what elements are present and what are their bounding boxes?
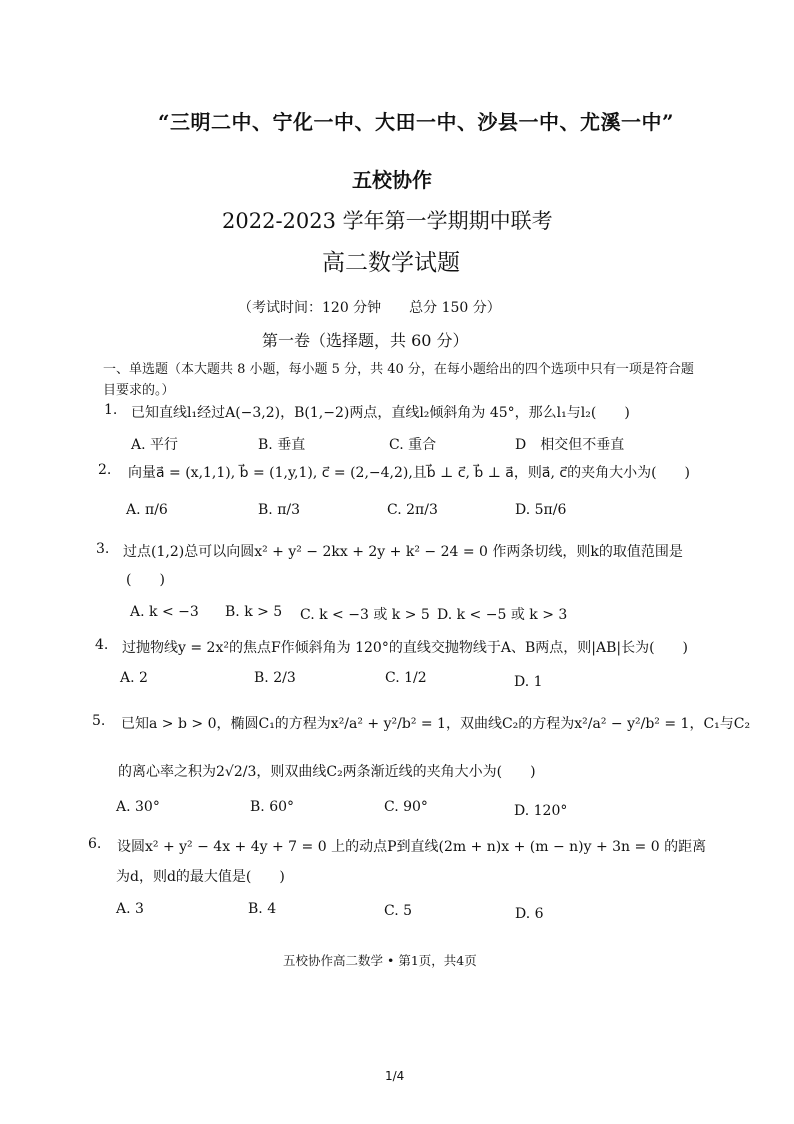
question-text-cont: ( ) (126, 572, 165, 588)
option-c: C. 5 (384, 903, 413, 919)
question-text: 过抛物线y = 2x²的焦点F作倾斜角为 120°的直线交抛物线于A、B两点，则|AB|长为( ) (122, 640, 688, 656)
question-text-cont: 的离心率之积为2√2/3，则双曲线C₂两条渐近线的夹角大小为( ) (118, 764, 536, 780)
question-text-cont: 为d，则d的最大值是( ) (116, 869, 285, 885)
option-d: D. 120° (514, 803, 568, 819)
question-number: 6. (88, 836, 102, 852)
question-text: 已知a > b > 0，椭圆C₁的方程为x²/a² + y²/b² = 1，双曲线C₂的方程为x²/a² − y²/b² = 1，C₁与C₂ (121, 716, 751, 732)
exam-title: 2022-2023 学年第一学期期中联考 (222, 209, 553, 233)
option-a: A. 2 (120, 670, 148, 686)
question-text: 已知直线l₁经过A(−3,2)，B(1,−2)两点，直线l₂倾斜角为 45°，那么l₁与l₂( ) (131, 405, 630, 421)
section-heading: 一、单选题（本大题共 8 小题，每小题 5 分，共 40 分，在每小题给出的四个选项中只有一项是符合题目要求的。） (103, 362, 694, 398)
option-b: B. 2/3 (254, 670, 296, 686)
exam-meta: （考试时间：120 分钟 总分 150 分） (238, 300, 501, 316)
option-d: D. k < −5 或 k > 3 (437, 607, 568, 623)
option-a: A. k < −3 (130, 604, 199, 620)
option-a: A. 平行 (131, 437, 179, 453)
option-b: B. 垂直 (258, 437, 306, 453)
option-b: B. 4 (248, 901, 277, 917)
question-text: 向量a⃗ = (x,1,1), b⃗ = (1,y,1), c⃗ = (2,−4,2),且b⃗ ⊥ c⃗, b⃗ ⊥ a⃗，则a⃗, c⃗的夹角大小为( ) (128, 465, 690, 481)
option-d: D. 5π/6 (515, 502, 567, 518)
option-c: C. 2π/3 (387, 502, 438, 518)
question-number: 2. (98, 462, 112, 478)
option-d: D 相交但不垂直 (515, 437, 625, 453)
option-c: C. 1/2 (385, 670, 427, 686)
option-a: A. 30° (116, 799, 160, 815)
question-number: 4. (95, 637, 109, 653)
volume-heading: 第一卷（选择题，共 60 分） (262, 331, 469, 350)
page-footer: 五校协作高二数学 • 第1页，共4页 (283, 953, 477, 968)
page-number: 1/4 (385, 1069, 405, 1083)
option-d: D. 6 (515, 906, 544, 922)
option-c: C. k < −3 或 k > 5 (300, 607, 430, 623)
subject-title: 高二数学试题 (322, 250, 460, 276)
question-text: 设圆x² + y² − 4x + 4y + 7 = 0 上的动点P到直线(2m + n)x + (m − n)y + 3n = 0 的距离 (117, 839, 707, 855)
option-b: B. 60° (250, 799, 295, 815)
collab-title: 五校协作 (352, 168, 432, 192)
option-a: A. π/6 (126, 502, 168, 518)
option-d: D. 1 (514, 674, 543, 690)
option-b: B. π/3 (258, 502, 301, 518)
question-number: 1. (104, 402, 118, 418)
schools-title: “三明二中、宁化一中、大田一中、沙县一中、尤溪一中” (158, 110, 675, 134)
option-c: C. 重合 (389, 437, 437, 453)
option-b: B. k > 5 (225, 604, 283, 620)
option-c: C. 90° (384, 799, 428, 815)
question-text: 过点(1,2)总可以向圆x² + y² − 2kx + 2y + k² − 24 = 0 作两条切线，则k的取值范围是 (123, 544, 683, 560)
question-number: 3. (96, 541, 110, 557)
question-number: 5. (92, 713, 106, 729)
option-a: A. 3 (116, 901, 144, 917)
